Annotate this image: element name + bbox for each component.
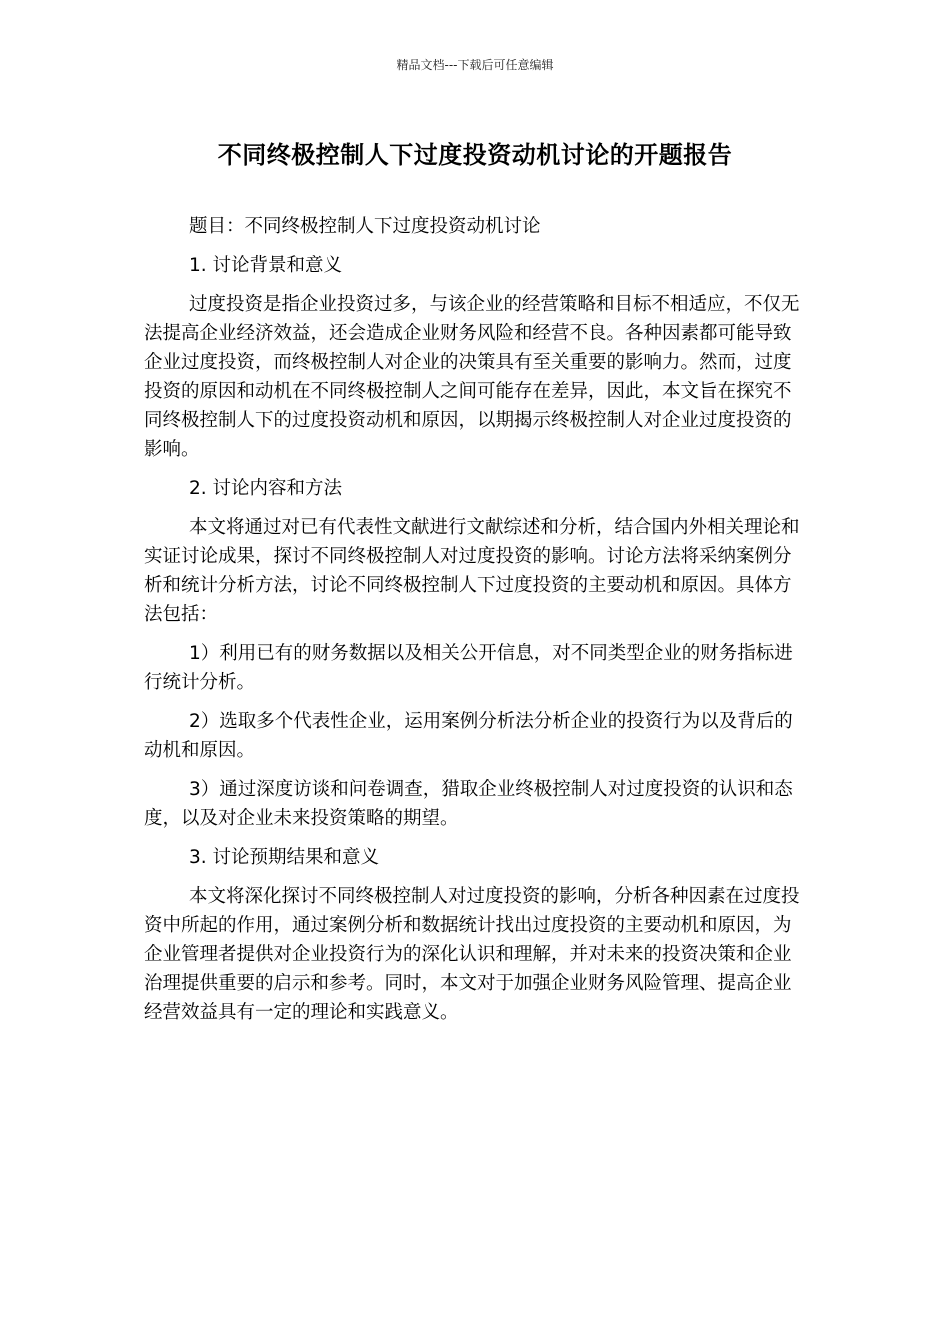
section-2-heading: 2. 讨论内容和方法 (189, 478, 343, 499)
method-item-3: 3）通过深度访谈和问卷调查，猎取企业终极控制人对过度投资的认识和态度，以及对企业未来投资策略的期望。 (144, 779, 793, 829)
section-2-paragraph: 本文将通过对已有代表性文献进行文献综述和分析，结合国内外相关理论和实证讨论成果，探讨不同终极控制人对过度投资的影响。讨论方法将采纳案例分析和统计分析方法，讨论不同终极控制人下过度投资的主要动机和原因。具体方法包括： (144, 517, 800, 625)
page-header: 精品文档---下载后可任意编辑 (396, 58, 554, 72)
method-item-2: 2）选取多个代表性企业，运用案例分析法分析企业的投资行为以及背后的动机和原因。 (144, 711, 793, 761)
document-title: 不同终极控制人下过度投资动机讨论的开题报告 (217, 141, 733, 169)
document-body (144, 212, 806, 1037)
section-3-paragraph: 本文将深化探讨不同终极控制人对过度投资的影响，分析各种因素在过度投资中所起的作用，通过案例分析和数据统计找出过度投资的主要动机和原因，为企业管理者提供对企业投资行为的深化认识和理解，并对未来的投资决策和企业治理提供重要的启示和参考。同时，本文对于加强企业财务风险管理、提高企业经营效益具有一定的理论和实践意义。 (144, 886, 800, 1023)
topic-line: 题目：不同终极控制人下过度投资动机讨论 (189, 216, 541, 237)
section-1-heading: 1. 讨论背景和意义 (189, 255, 343, 276)
section-3-heading: 3. 讨论预期结果和意义 (189, 847, 380, 868)
section-1-paragraph: 过度投资是指企业投资过多，与该企业的经营策略和目标不相适应，不仅无法提高企业经济效益，还会造成企业财务风险和经营不良。各种因素都可能导致企业过度投资，而终极控制人对企业的决策具有至关重要的影响力。然而，过度投资的原因和动机在不同终极控制人之间可能存在差异，因此，本文旨在探究不同终极控制人下的过度投资动机和原因，以期揭示终极控制人对企业过度投资的影响。 (144, 294, 800, 460)
method-item-1: 1）利用已有的财务数据以及相关公开信息，对不同类型企业的财务指标进行统计分析。 (144, 643, 793, 693)
